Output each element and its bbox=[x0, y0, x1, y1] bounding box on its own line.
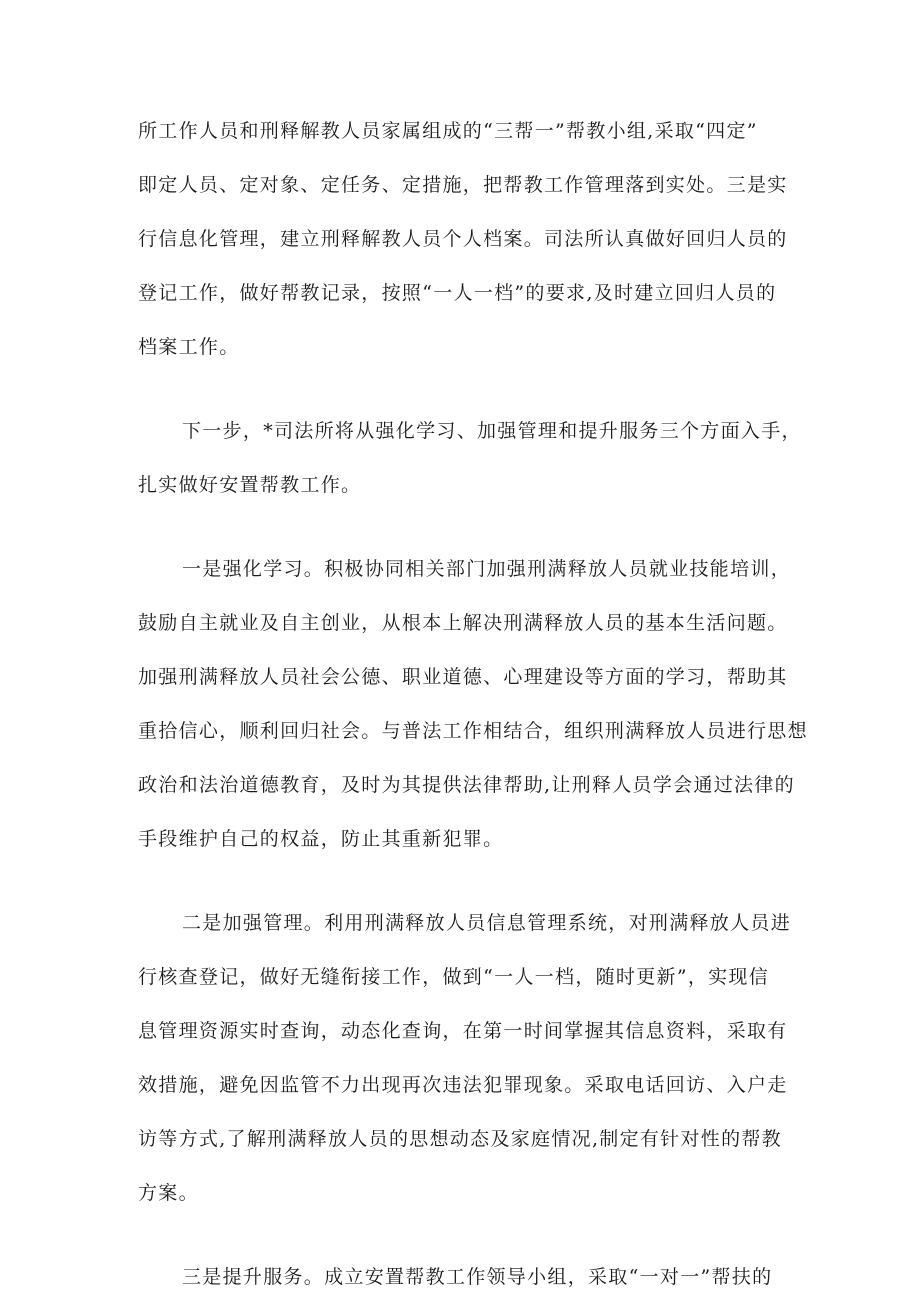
text-line: 息管理资源实时查询，动态化查询，在第一时间掌握其信息资料，采取有 bbox=[138, 1020, 788, 1042]
text-line: 方案。 bbox=[138, 1182, 199, 1204]
text-line: 即定人员、定对象、定任务、定措施，把帮教工作管理落到实处。三是实 bbox=[138, 174, 788, 196]
text-line: 行核查登记，做好无缝衔接工作，做到“一人一档，随时更新”，实现信 bbox=[138, 966, 770, 988]
text-line: 访等方式,了解刑满释放人员的思想动态及家庭情况,制定有针对性的帮教 bbox=[138, 1128, 782, 1150]
text-line: 扎实做好安置帮教工作。 bbox=[138, 474, 362, 496]
text-line: 行信息化管理，建立刑释解教人员个人档案。司法所认真做好回归人员的 bbox=[138, 228, 788, 250]
text-line: 手段维护自己的权益，防止其重新犯罪。 bbox=[138, 828, 504, 850]
text-line: 登记工作，做好帮教记录，按照“一人一档”的要求,及时建立回归人员的 bbox=[138, 282, 777, 304]
text-line: 下一步，*司法所将从强化学习、加强管理和提升服务三个方面入手， bbox=[182, 420, 802, 442]
text-line: 所工作人员和刑释解教人员家属组成的“三帮一”帮教小组,采取“四定” bbox=[138, 120, 758, 142]
text-line: 重拾信心，顺利回归社会。与普法工作相结合，组织刑满释放人员进行思想 bbox=[138, 720, 808, 742]
text-line: 一是强化学习。积极协同相关部门加强刑满释放人员就业技能培训， bbox=[182, 558, 792, 580]
text-line: 政治和法治道德教育，及时为其提供法律帮助,让刑释人员学会通过法律的 bbox=[138, 774, 795, 796]
text-line: 二是加强管理。利用刑满释放人员信息管理系统，对刑满释放人员进 bbox=[182, 912, 792, 934]
text-line: 三是提升服务。成立安置帮教工作领导小组，采取“一对一”帮扶的 bbox=[182, 1266, 773, 1288]
text-line: 鼓励自主就业及自主创业，从根本上解决刑满释放人员的基本生活问题。 bbox=[138, 612, 788, 634]
text-line: 效措施，避免因监管不力出现再次违法犯罪现象。采取电话回访、入户走 bbox=[138, 1074, 788, 1096]
text-line: 加强刑满释放人员社会公德、职业道德、心理建设等方面的学习，帮助其 bbox=[138, 666, 788, 688]
text-line: 档案工作。 bbox=[138, 336, 240, 358]
